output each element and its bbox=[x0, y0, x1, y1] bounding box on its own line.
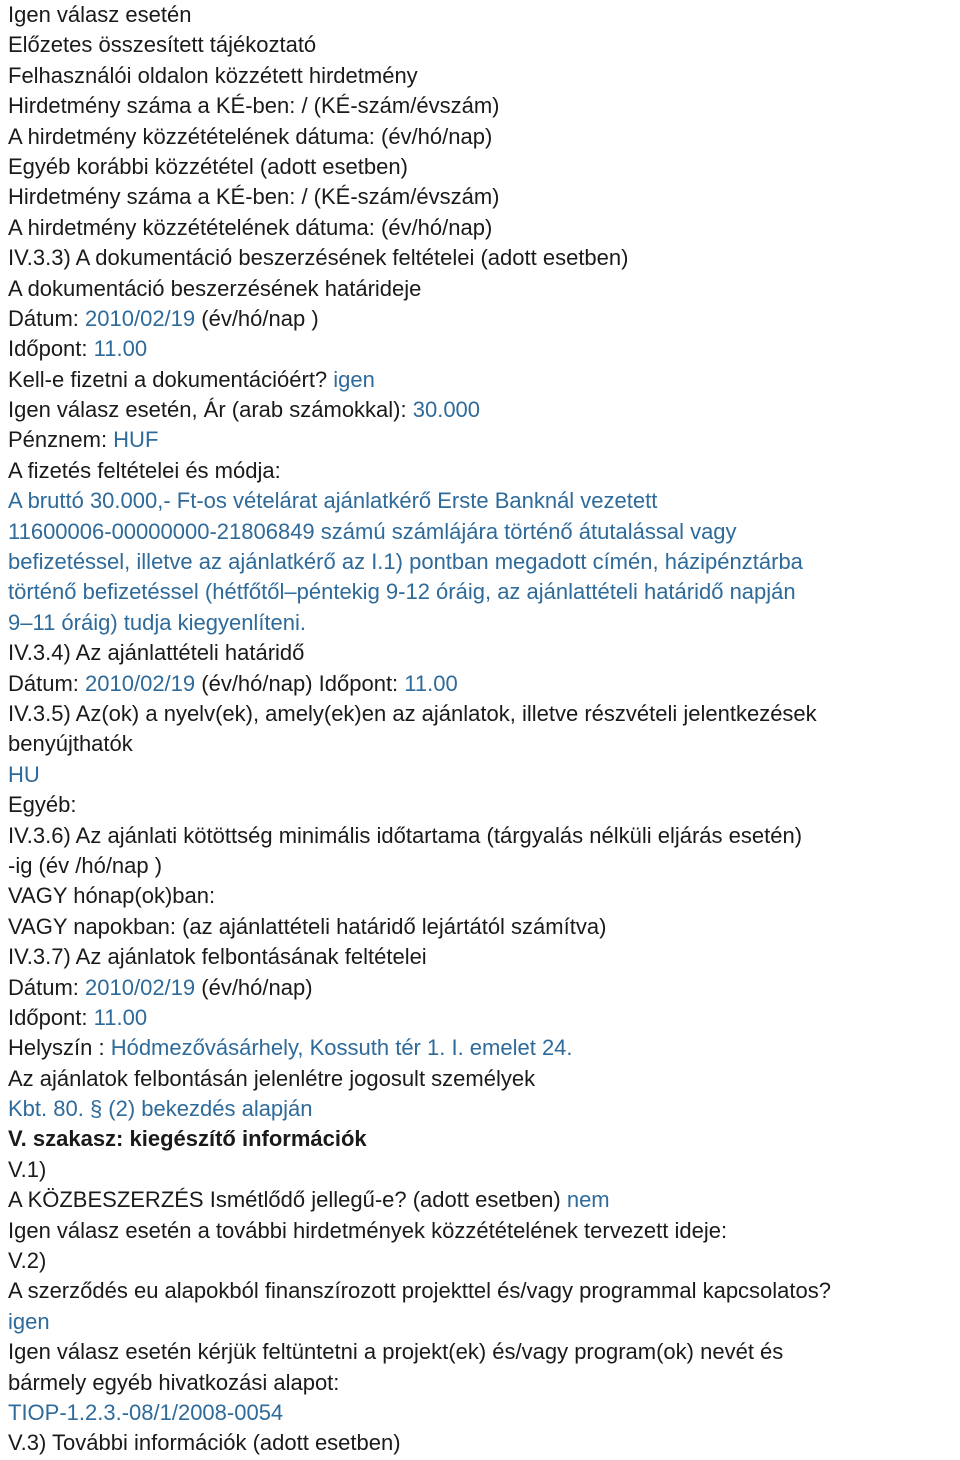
text-line bbox=[8, 1307, 960, 1337]
text-line bbox=[8, 881, 960, 911]
text-line bbox=[8, 1398, 960, 1428]
text-line bbox=[8, 91, 960, 121]
text-line bbox=[8, 1337, 960, 1367]
field-label: V.1) bbox=[8, 1156, 47, 1182]
text-line bbox=[8, 274, 960, 304]
field-label: (év/hó/nap) Időpont: bbox=[195, 670, 405, 696]
text-line bbox=[8, 1155, 960, 1185]
text-line bbox=[8, 669, 960, 699]
field-label: Dátum: bbox=[8, 305, 86, 331]
field-label: (év/hó/nap ) bbox=[195, 305, 319, 331]
field-label: V.3) További információk (adott esetben) bbox=[8, 1430, 401, 1456]
field-label: Pénznem: bbox=[8, 427, 114, 453]
text-line bbox=[8, 456, 960, 486]
text-line bbox=[8, 608, 960, 638]
field-label: IV.3.7) Az ajánlatok felbontásának feltételei bbox=[8, 944, 427, 970]
field-label: (év/hó/nap) bbox=[195, 974, 313, 1000]
text-line bbox=[8, 1428, 960, 1458]
field-label: Dátum: bbox=[8, 974, 86, 1000]
text-line bbox=[8, 790, 960, 820]
text-line bbox=[8, 1064, 960, 1094]
field-label: -ig (év /hó/nap ) bbox=[8, 852, 163, 878]
text-line bbox=[8, 1033, 960, 1063]
text-line bbox=[8, 1094, 960, 1124]
text-line bbox=[8, 547, 960, 577]
section-heading: V. szakasz: kiegészítő információk bbox=[8, 1126, 367, 1152]
field-value: Hódmezővásárhely, Kossuth tér 1. I. emelet 24. bbox=[110, 1035, 573, 1061]
field-value: történő befizetéssel (hétfőtől–péntekig 9-12 óráig, az ajánlattételi határidő napján bbox=[8, 579, 796, 605]
field-label: Igen válasz esetén a további hirdetmények közzétételének tervezett ideje: bbox=[8, 1217, 728, 1243]
field-label: A szerződés eu alapokból finanszírozott projekttel és/vagy programmal kapcsolatos? bbox=[8, 1278, 831, 1304]
text-line bbox=[8, 152, 960, 182]
text-line bbox=[8, 912, 960, 942]
field-value: 11.00 bbox=[93, 336, 148, 362]
field-value: igen bbox=[333, 366, 375, 392]
text-line bbox=[8, 638, 960, 668]
field-label: VAGY napokban: (az ajánlattételi határidő lejártától számítva) bbox=[8, 913, 607, 939]
text-line bbox=[8, 699, 960, 729]
field-value: igen bbox=[8, 1308, 50, 1334]
field-value: 30.000 bbox=[412, 397, 481, 423]
field-label: benyújthatók bbox=[8, 731, 133, 757]
text-line bbox=[8, 973, 960, 1003]
text-line bbox=[8, 30, 960, 60]
text-line bbox=[8, 942, 960, 972]
text-line bbox=[8, 365, 960, 395]
field-label: bármely egyéb hivatkozási alapot: bbox=[8, 1369, 340, 1395]
text-line bbox=[8, 213, 960, 243]
field-label: Hirdetmény száma a KÉ-ben: / (KÉ-szám/évszám) bbox=[8, 184, 500, 210]
text-line bbox=[8, 0, 960, 30]
field-label: Hirdetmény száma a KÉ-ben: / (KÉ-szám/évszám) bbox=[8, 93, 500, 119]
field-label: IV.3.4) Az ajánlattételi határidő bbox=[8, 640, 305, 666]
field-value: 2010/02/19 bbox=[85, 974, 196, 1000]
text-line bbox=[8, 1216, 960, 1246]
field-label: VAGY hónap(ok)ban: bbox=[8, 883, 216, 909]
field-label: Időpont: bbox=[8, 336, 94, 362]
text-line bbox=[8, 1003, 960, 1033]
field-label: A hirdetmény közzétételének dátuma: (év/hó/nap) bbox=[8, 214, 493, 240]
field-label: A fizetés feltételei és módja: bbox=[8, 457, 281, 483]
field-value: 11600006-00000000-21806849 számú számlájára történő átutalással vagy bbox=[8, 518, 737, 544]
field-value: 11.00 bbox=[93, 1004, 148, 1030]
field-label: Az ajánlatok felbontásán jelenlétre jogosult személyek bbox=[8, 1065, 536, 1091]
field-label: Egyéb korábbi közzététel (adott esetben) bbox=[8, 153, 408, 179]
field-value: TIOP-1.2.3.-08/1/2008-0054 bbox=[8, 1399, 284, 1425]
field-value: 11.00 bbox=[404, 670, 458, 696]
field-label: Dátum: bbox=[8, 670, 86, 696]
field-value: 9–11 óráig) tudja kiegyenlíteni. bbox=[8, 609, 307, 635]
text-line bbox=[8, 122, 960, 152]
text-line bbox=[8, 1276, 960, 1306]
text-line bbox=[8, 395, 960, 425]
field-value: 2010/02/19 bbox=[85, 670, 196, 696]
field-label: Időpont: bbox=[8, 1004, 94, 1030]
field-label: V.2) bbox=[8, 1248, 47, 1274]
field-label: IV.3.3) A dokumentáció beszerzésének feltételei (adott esetben) bbox=[8, 245, 629, 271]
field-label: Kell-e fizetni a dokumentációért? bbox=[8, 366, 334, 392]
field-label: Helyszín : bbox=[8, 1035, 111, 1061]
field-value: HU bbox=[8, 761, 40, 787]
text-line bbox=[8, 61, 960, 91]
text-line bbox=[8, 760, 960, 790]
field-label: IV.3.5) Az(ok) a nyelv(ek), amely(ek)en az ajánlatok, illetve részvételi jelentkezések bbox=[8, 700, 817, 726]
text-line bbox=[8, 851, 960, 881]
field-value: HUF bbox=[113, 427, 159, 453]
text-line bbox=[8, 334, 960, 364]
field-value: befizetéssel, illetve az ajánlatkérő az I.1) pontban megadott címén, házipénztárba bbox=[8, 549, 803, 575]
field-label: Előzetes összesített tájékoztató bbox=[8, 32, 317, 58]
text-line bbox=[8, 517, 960, 547]
text-line bbox=[8, 486, 960, 516]
text-line bbox=[8, 304, 960, 334]
text-line bbox=[8, 1368, 960, 1398]
field-value: Kbt. 80. § (2) bekezdés alapján bbox=[8, 1096, 313, 1122]
field-label: A dokumentáció beszerzésének határideje bbox=[8, 275, 422, 301]
text-line bbox=[8, 1124, 960, 1154]
field-label: Igen válasz esetén kérjük feltüntetni a projekt(ek) és/vagy program(ok) nevét és bbox=[8, 1339, 784, 1365]
field-label: A KÖZBESZERZÉS Ismétlődő jellegű-e? (adott esetben) bbox=[8, 1187, 567, 1213]
text-line bbox=[8, 425, 960, 455]
text-line bbox=[8, 729, 960, 759]
field-label: Egyéb: bbox=[8, 792, 77, 818]
text-line bbox=[8, 1185, 960, 1215]
text-line bbox=[8, 577, 960, 607]
field-label: A hirdetmény közzétételének dátuma: (év/hó/nap) bbox=[8, 123, 493, 149]
field-label: Igen válasz esetén bbox=[8, 2, 192, 27]
field-value: nem bbox=[566, 1187, 610, 1213]
field-label: IV.3.6) Az ajánlati kötöttség minimális időtartama (tárgyalás nélküli eljárás esetén) bbox=[8, 822, 803, 848]
text-line bbox=[8, 821, 960, 851]
field-value: A bruttó 30.000,- Ft-os vételárat ajánlatkérő Erste Banknál vezetett bbox=[8, 488, 658, 514]
field-value: 2010/02/19 bbox=[85, 305, 196, 331]
text-line bbox=[8, 243, 960, 273]
field-label: Felhasználói oldalon közzétett hirdetmény bbox=[8, 62, 418, 88]
text-line bbox=[8, 1246, 960, 1276]
text-line bbox=[8, 182, 960, 212]
field-label: Igen válasz esetén, Ár (arab számokkal): bbox=[8, 397, 413, 423]
